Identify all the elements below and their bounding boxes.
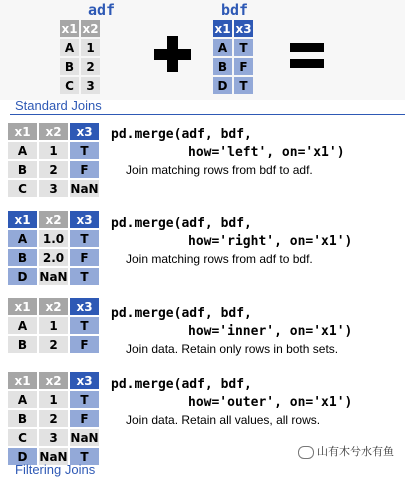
watermark-text: 山有木兮水有鱼 xyxy=(317,446,394,458)
result-cell: NaN xyxy=(39,269,68,284)
result-header: x1 xyxy=(8,298,37,315)
result-cell: T xyxy=(70,391,99,408)
plus-icon-horizontal xyxy=(154,49,191,60)
result-cell: T xyxy=(70,230,99,247)
inner-join-result-table xyxy=(6,296,101,355)
result-cell: F xyxy=(70,249,99,266)
adf-header-x1: x1 xyxy=(61,21,78,36)
bdf-header-x3: x3 xyxy=(235,21,252,36)
outer-join-code-line2: how='outer', on='x1') xyxy=(188,395,353,410)
result-cell: 2 xyxy=(39,336,68,353)
result-cell: 1 xyxy=(39,142,68,159)
bdf-cell: F xyxy=(234,58,253,75)
result-cell: C xyxy=(8,429,37,446)
result-cell: NaN xyxy=(70,181,99,196)
bdf-cell: T xyxy=(234,39,253,56)
result-cell: T xyxy=(70,142,99,159)
watermark xyxy=(298,443,394,459)
result-cell: 3 xyxy=(39,180,68,197)
result-header: x3 xyxy=(70,123,99,140)
result-cell: T xyxy=(70,317,99,334)
wechat-icon xyxy=(298,446,314,459)
adf-cell: C xyxy=(60,77,79,94)
bdf-label: bdf xyxy=(221,1,249,19)
adf-cell: A xyxy=(60,39,79,56)
left-join-description: Join matching rows from bdf to adf. xyxy=(126,163,313,177)
result-header: x2 xyxy=(39,298,68,315)
adf-cell: B xyxy=(60,58,79,75)
left-join-code-line2: how='left', on='x1') xyxy=(188,145,345,160)
result-cell: A xyxy=(8,230,37,247)
adf-cell: 1 xyxy=(81,39,100,56)
right-join-result-table xyxy=(6,209,101,287)
adf-cell: 3 xyxy=(81,77,100,94)
left-join-code-line1: pd.merge(adf, bdf, xyxy=(111,127,252,142)
bdf-cell: D xyxy=(213,77,232,94)
result-cell: 2.0 xyxy=(39,249,68,266)
adf-table xyxy=(58,18,102,96)
bdf-cell: A xyxy=(213,39,232,56)
bdf-cell: T xyxy=(234,77,253,94)
result-header: x2 xyxy=(39,211,68,228)
right-join-code-line2: how='right', on='x1') xyxy=(188,234,353,249)
adf-cell: 2 xyxy=(81,58,100,75)
result-cell: B xyxy=(8,249,37,266)
bdf-header-x1: x1 xyxy=(214,21,231,36)
result-cell: F xyxy=(70,161,99,178)
result-cell: A xyxy=(8,142,37,159)
result-cell: NaN xyxy=(39,449,68,464)
outer-join-description: Join data. Retain all values, all rows. xyxy=(126,413,321,427)
result-header: x2 xyxy=(39,123,68,140)
inner-join-code-line1: pd.merge(adf, bdf, xyxy=(111,306,252,321)
section-title: Standard Joins xyxy=(15,98,102,113)
result-cell: C xyxy=(8,180,37,197)
result-cell: D xyxy=(8,268,37,285)
result-cell: B xyxy=(8,336,37,353)
result-cell: A xyxy=(8,391,37,408)
result-cell: T xyxy=(70,268,99,285)
result-header: x3 xyxy=(70,298,99,315)
result-cell: NaN xyxy=(70,430,99,445)
result-cell: F xyxy=(70,336,99,353)
result-cell: 2 xyxy=(39,161,68,178)
right-join-description: Join matching rows from adf to bdf. xyxy=(126,252,313,266)
result-cell: B xyxy=(8,161,37,178)
footer-section-title: Filtering Joins xyxy=(15,462,96,477)
result-cell: 1.0 xyxy=(39,230,68,247)
result-header: x3 xyxy=(70,372,99,389)
result-cell: 2 xyxy=(39,410,68,427)
result-cell: 3 xyxy=(39,429,68,446)
result-cell: A xyxy=(8,317,37,334)
result-cell: D xyxy=(8,448,37,465)
result-header: x1 xyxy=(8,211,37,228)
result-header: x2 xyxy=(39,372,68,389)
left-join-result-table xyxy=(6,121,101,199)
result-header: x3 xyxy=(70,211,99,228)
equals-icon-bottom xyxy=(290,59,324,68)
adf-label: adf xyxy=(88,1,116,19)
right-join-code-line1: pd.merge(adf, bdf, xyxy=(111,216,252,231)
bdf-table xyxy=(211,18,255,96)
result-cell: T xyxy=(70,448,99,465)
adf-header-x2: x2 xyxy=(82,21,99,36)
section-divider xyxy=(10,114,405,115)
result-cell: 1 xyxy=(39,391,68,408)
outer-join-result-table xyxy=(6,370,101,467)
bdf-cell: B xyxy=(213,58,232,75)
inner-join-code-line2: how='inner', on='x1') xyxy=(188,324,353,339)
result-header: x1 xyxy=(8,372,37,389)
result-cell: F xyxy=(70,410,99,427)
inner-join-description: Join data. Retain only rows in both sets. xyxy=(126,342,339,356)
result-cell: 1 xyxy=(39,317,68,334)
result-header: x1 xyxy=(8,123,37,140)
result-cell: B xyxy=(8,410,37,427)
equals-icon-top xyxy=(290,43,324,52)
outer-join-code-line1: pd.merge(adf, bdf, xyxy=(111,377,252,392)
